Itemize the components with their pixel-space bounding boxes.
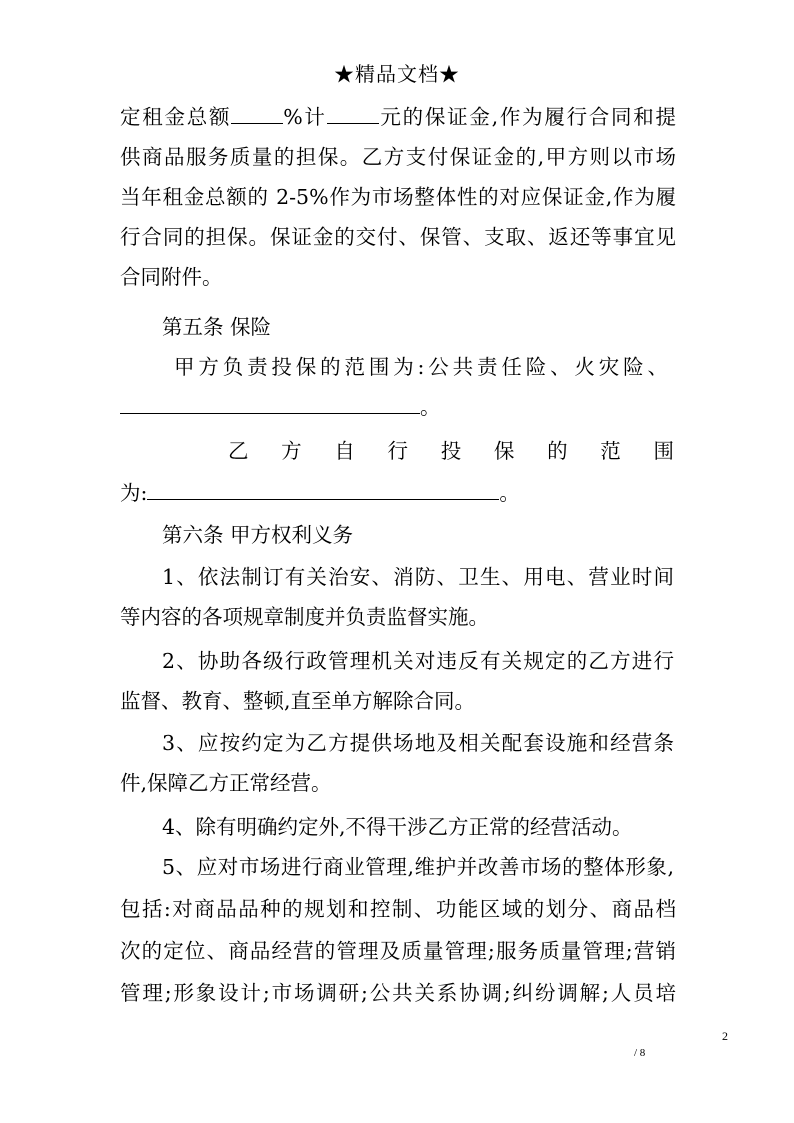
paragraph-line: 合同附件。 bbox=[120, 265, 223, 289]
list-item-line: 件,保障乙方正常经营。 bbox=[120, 771, 332, 795]
list-item-line: 2、协助各级行政管理机关对违反有关规定的乙方进行 bbox=[162, 649, 674, 673]
list-item-line: 包括:对商品品种的规划和控制、功能区域的划分、商品档 bbox=[120, 897, 676, 921]
paragraph-line: 行合同的担保。保证金的交付、保管、支取、返还等事宜见 bbox=[120, 225, 676, 249]
paragraph-line bbox=[120, 393, 676, 421]
text-segment: %计 bbox=[283, 105, 327, 129]
text-segment: 元的保证金,作为履行合同和提 bbox=[378, 105, 677, 129]
article-5-title: 第五条 保险 bbox=[162, 315, 272, 339]
list-item-line: 4、除有明确约定外,不得干涉乙方正常的经营活动。 bbox=[162, 815, 633, 839]
text-segment: 定租金总额 bbox=[120, 105, 232, 129]
blank-field bbox=[327, 105, 379, 124]
blank-field bbox=[147, 481, 499, 500]
list-item-line: 1、依法制订有关治安、消防、卫生、用电、营业时间 bbox=[162, 565, 674, 589]
list-item-line: 次的定位、商品经营的管理及质量管理;服务质量管理;营销 bbox=[120, 939, 676, 963]
paragraph-line: 甲方负责投保的范围为:公共责任险、火灾险、 bbox=[174, 355, 670, 379]
paragraph-line bbox=[120, 103, 676, 131]
list-item-line: 3、应按约定为乙方提供场地及相关配套设施和经营条 bbox=[162, 731, 674, 755]
text-segment: 。 bbox=[499, 481, 520, 505]
page-total: / 8 bbox=[634, 1047, 646, 1059]
blank-field bbox=[120, 395, 420, 414]
paragraph-line: 当年租金总额的 2-5%作为市场整体性的对应保证金,作为履 bbox=[120, 185, 676, 209]
text-segment: 。 bbox=[420, 395, 441, 419]
text-segment: 为: bbox=[120, 481, 148, 505]
paragraph-line: 供商品服务质量的担保。乙方支付保证金的,甲方则以市场 bbox=[120, 145, 676, 169]
list-item-line: 等内容的各项规章制度并负责监督实施。 bbox=[120, 605, 489, 629]
document-header-title: ★精品文档★ bbox=[334, 62, 460, 86]
list-item-line: 监督、教育、整顿,直至单方解除合同。 bbox=[120, 689, 476, 713]
article-6-title: 第六条 甲方权利义务 bbox=[162, 523, 354, 547]
paragraph-line bbox=[120, 479, 676, 507]
list-item-line: 管理;形象设计;市场调研;公共关系协调;纠纷调解;人员培 bbox=[120, 981, 676, 1005]
page-number: 2 bbox=[722, 1029, 728, 1043]
list-item-line: 5、应对市场进行商业管理,维护并改善市场的整体形象, bbox=[162, 855, 674, 879]
paragraph-line: 乙方自行投保的范围 bbox=[228, 439, 674, 463]
blank-field bbox=[231, 105, 283, 124]
